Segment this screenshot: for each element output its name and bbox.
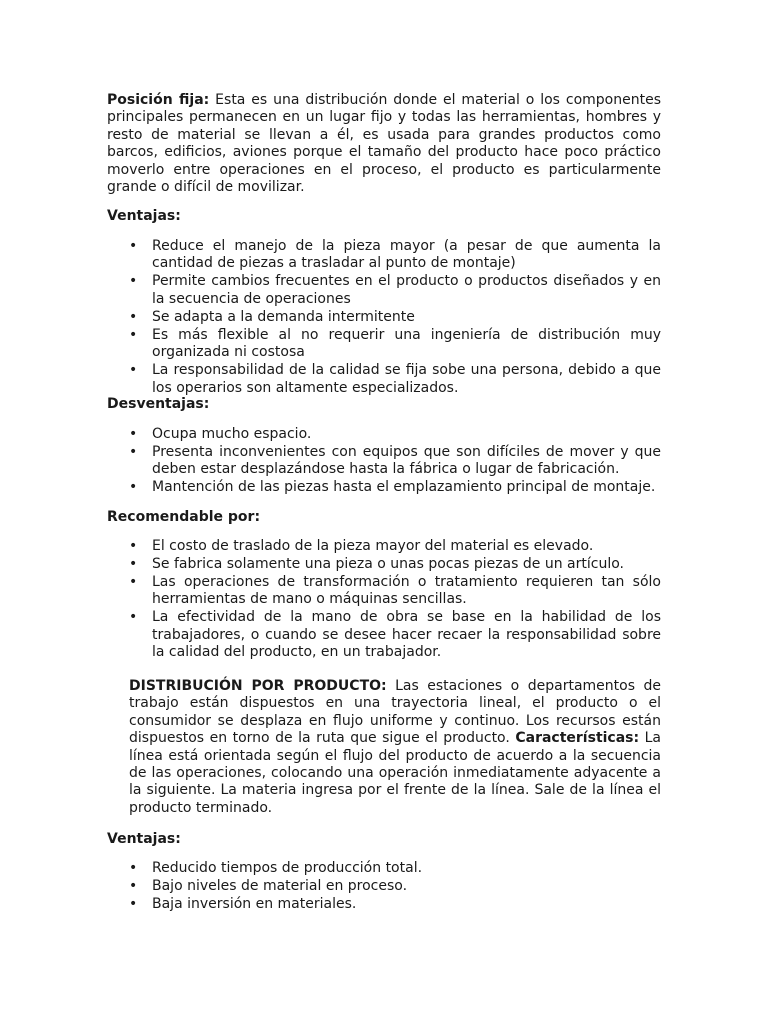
caracteristicas-label: Características: (515, 730, 640, 747)
list-item: • Baja inversión en materiales. (129, 896, 357, 912)
posicion-fija-paragraph (107, 92, 661, 196)
list-item: • Mantención de las piezas hasta el emplazamiento principal de montaje. (129, 479, 656, 496)
bullet-icon: • (129, 426, 138, 442)
list-item: • Se adapta a la demanda intermitente (129, 308, 415, 325)
desventajas-list (129, 426, 661, 497)
list-item: • Bajo niveles de material en proceso. (129, 878, 408, 894)
list-item: • La responsabilidad de la calidad se fija sobe una persona, debido a que los operarios son altamente especializados. (129, 362, 661, 396)
bullet-icon: • (129, 238, 138, 254)
bullet-icon: • (129, 362, 138, 379)
bullet-icon: • (129, 896, 138, 912)
list-item: • Permite cambios frecuentes en el producto o productos diseñados y en la secuencia de operaciones (129, 273, 661, 307)
list-item: • Se fabrica solamente una pieza o unas pocas piezas de un artículo. (129, 556, 624, 572)
ventajas-list-2 (129, 860, 661, 914)
bullet-icon: • (129, 556, 138, 572)
bullet-icon: • (129, 479, 138, 496)
bullet-icon: • (129, 574, 138, 590)
list-item: • El costo de traslado de la pieza mayor del material es elevado. (129, 538, 594, 554)
bullet-icon: • (129, 878, 138, 894)
posicion-fija-text: Esta es una distribución donde el material o los componentes principales permanecen en un lugar fijo y todas las herramientas, hombres y resto de material se llevan a él, es usada para grandes productos como barcos, edificios, aviones porque el tamaño del producto hace poco práctico moverlo entre operaciones en el proceso, el producto es particularmente grande o difícil de movilizar. (107, 92, 661, 196)
list-item: • Ocupa mucho espacio. (129, 426, 312, 442)
bullet-icon: • (129, 444, 138, 460)
bullet-icon: • (129, 273, 138, 290)
distribucion-producto-paragraph: DISTRIBUCIÓN POR PRODUCTO: Las estaciones o departamentos de trabajo están dispuestos en una trayectoria lineal, el producto o el consumidor se desplaza en flujo uniforme y continuo. Los recursos están dispuestos en torno de la ruta que sigue el producto. Características: La línea está orientada según el flujo del producto de acuerdo a la secuencia de las operaciones, colocando una operación inmediatamente adyacente a la siguiente. La materia ingresa por el frente de la línea. Sale de la línea el producto terminado. (129, 678, 661, 816)
posicion-fija-lead: Posición fija: (107, 92, 210, 108)
bullet-icon: • (129, 860, 138, 876)
ventajas-heading-2: Ventajas: (107, 831, 181, 847)
bullet-icon: • (129, 326, 138, 343)
list-item: • Presenta inconvenientes con equipos que son difíciles de mover y que deben estar desplazándose hasta la fábrica o lugar de fabricación. (129, 444, 661, 478)
recomendable-list (129, 538, 661, 662)
list-item: • Las operaciones de transformación o tratamiento requieren tan sólo herramientas de mano o máquinas sencillas. (129, 574, 661, 608)
list-item: • Reducido tiempos de producción total. (129, 860, 423, 876)
ventajas-list (129, 238, 661, 398)
desventajas-heading: Desventajas: (107, 396, 210, 412)
list-item: • La efectividad de la mano de obra se base en la habilidad de los trabajadores, o cuando se desee hacer recaer la responsabilidad sobre la calidad del producto, en un trabajador. (129, 609, 661, 661)
recomendable-heading: Recomendable por: (107, 509, 261, 525)
bullet-icon: • (129, 308, 138, 325)
bullet-icon: • (129, 538, 138, 554)
list-item: • Es más flexible al no requerir una ingeniería de distribución muy organizada ni costosa (129, 326, 661, 361)
distribucion-producto-lead: DISTRIBUCIÓN POR PRODUCTO: (129, 678, 387, 694)
list-item: • Reduce el manejo de la pieza mayor (a pesar de que aumenta la cantidad de piezas a trasladar al punto de montaje) (129, 238, 661, 272)
ventajas-heading: Ventajas: (107, 208, 181, 224)
bullet-icon: • (129, 609, 138, 626)
